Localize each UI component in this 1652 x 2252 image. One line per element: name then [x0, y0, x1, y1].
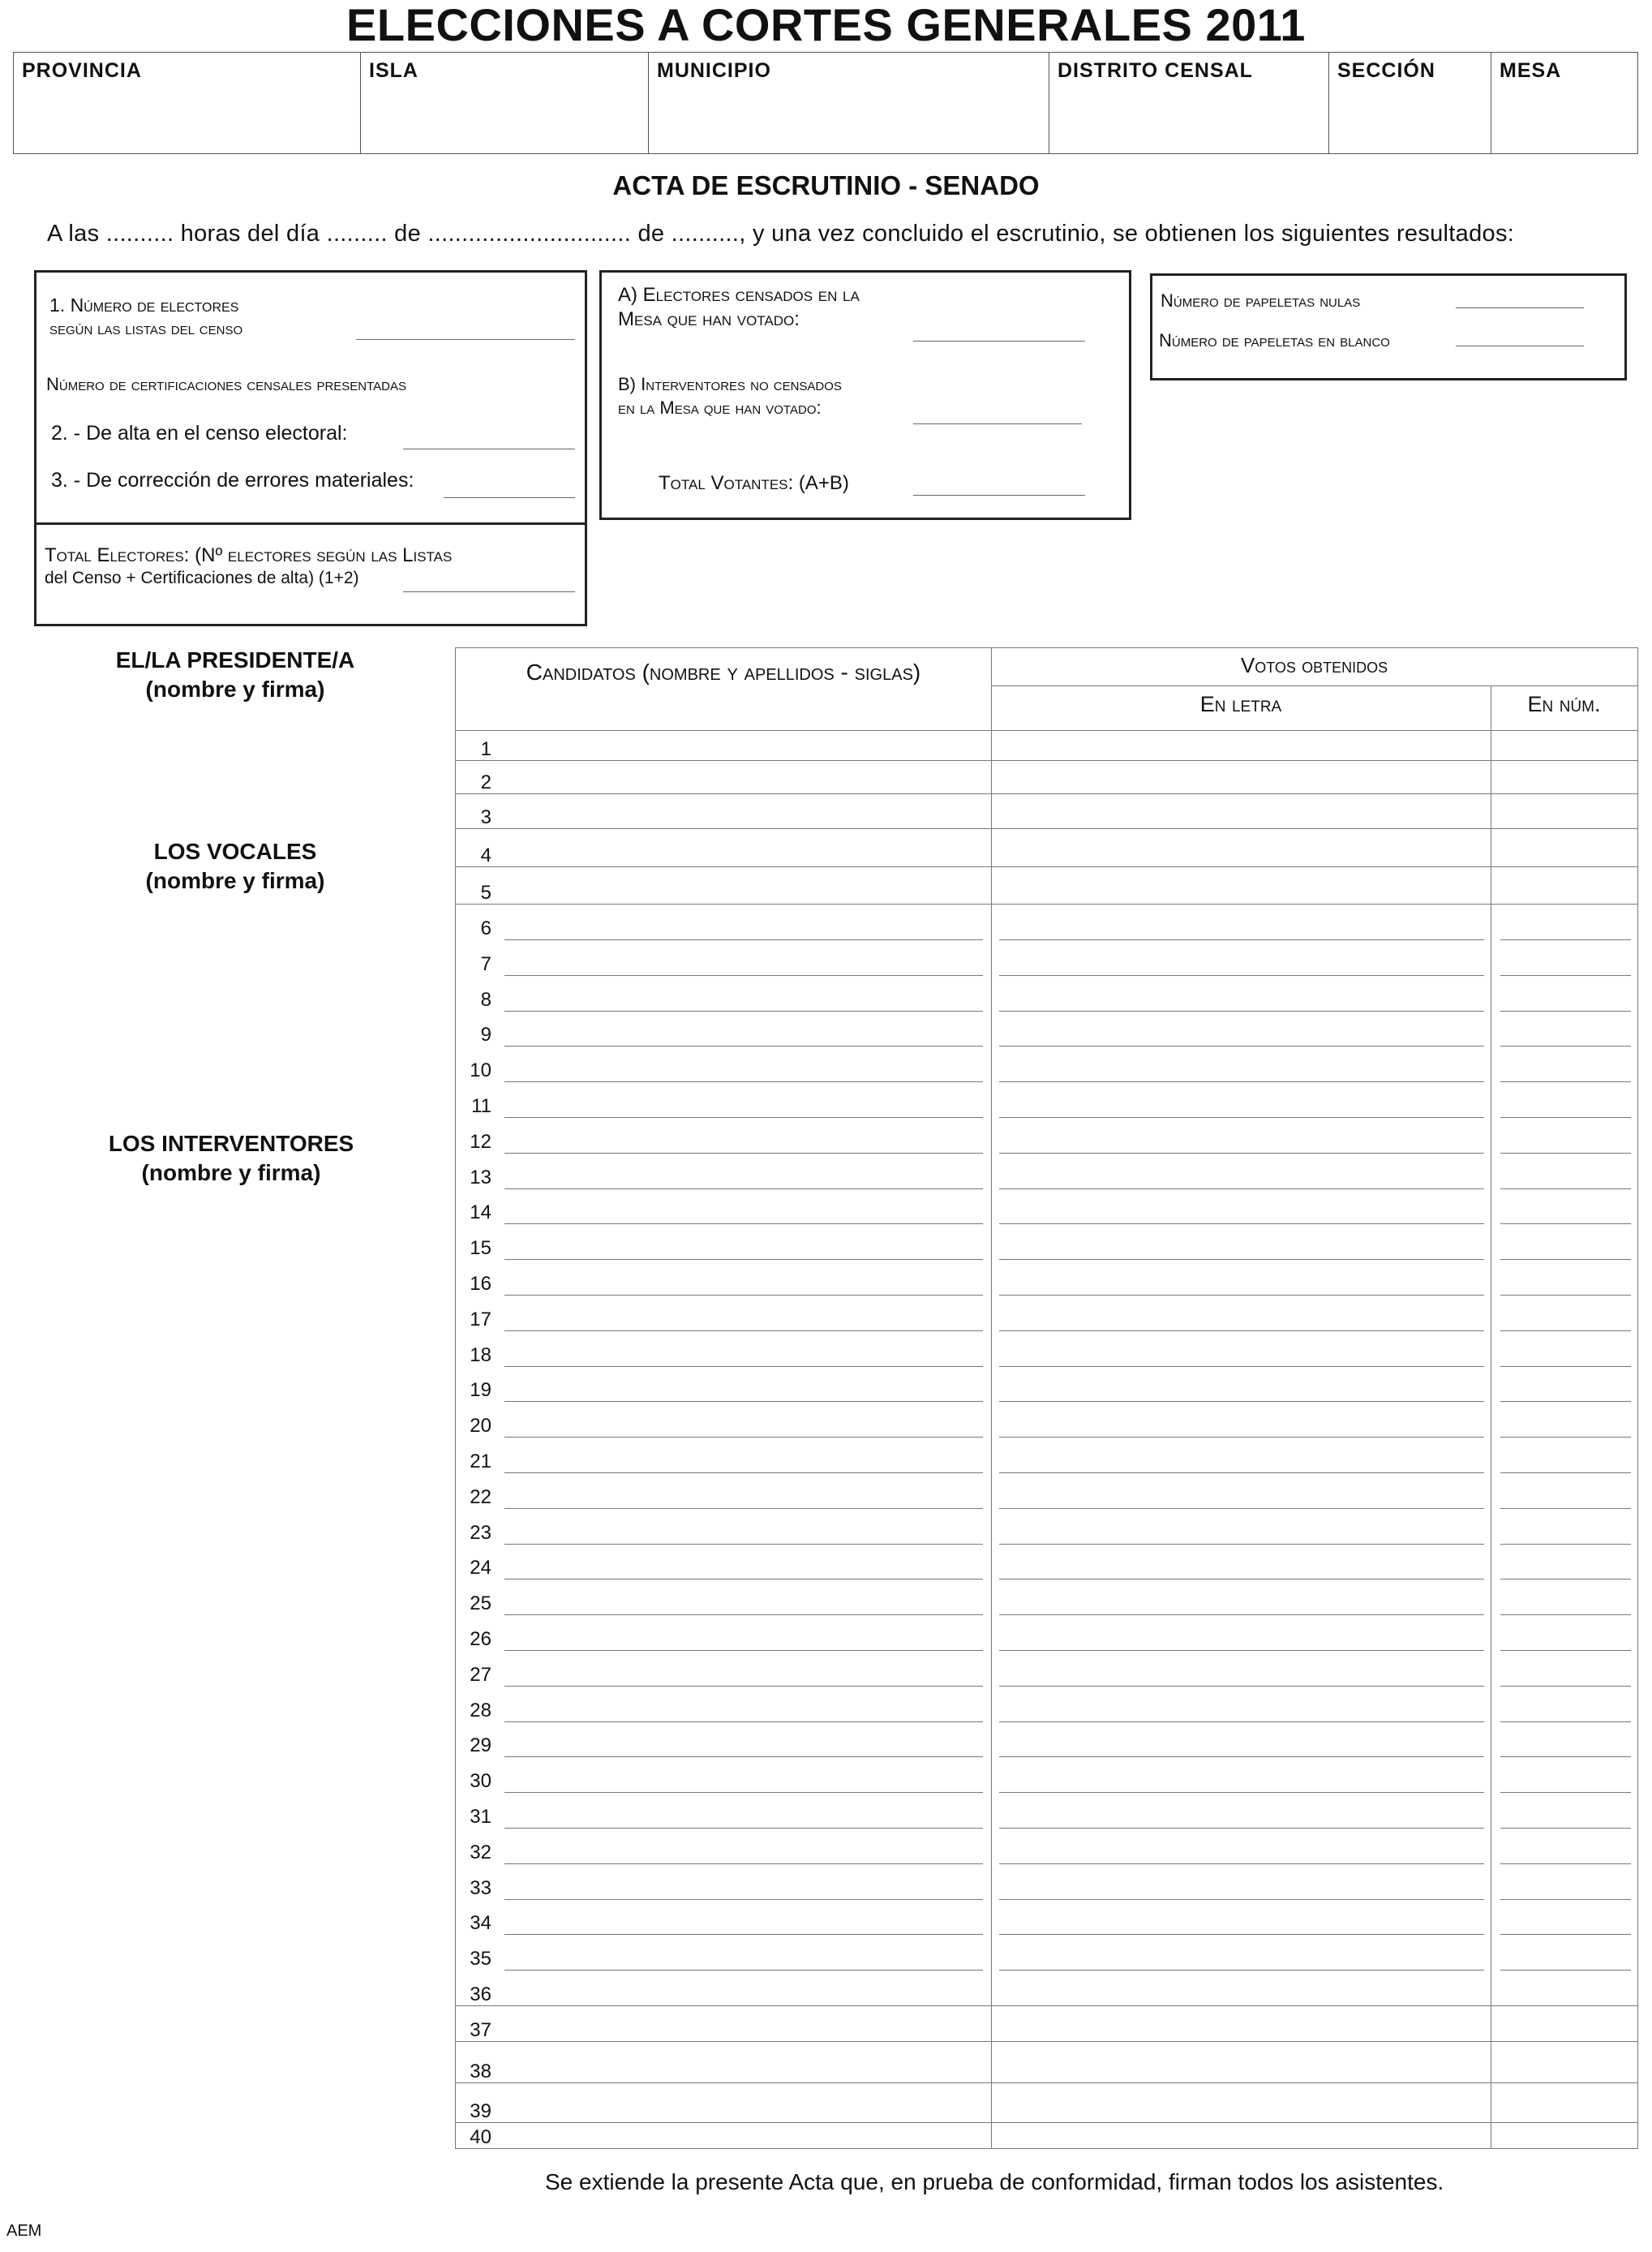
- row-number: 27: [470, 1663, 491, 1686]
- presidente-label: EL/LA PRESIDENTE/A: [115, 647, 355, 673]
- document-title: ELECCIONES A CORTES GENERALES 2011: [346, 0, 1306, 50]
- row-number: 32: [470, 1841, 491, 1863]
- intro-text: A las .......... horas del día ......... de .............................. de .........., y una vez concluido el escrutinio, se obtienen los siguientes resultados:: [47, 221, 1515, 247]
- papeletas-nulas-input-line[interactable]: [1456, 307, 1584, 308]
- total-electores-line2: del Censo + Certificaciones de alta) (1+2): [45, 569, 359, 587]
- table-row[interactable]: [456, 1046, 1637, 1082]
- acta-subtitle: ACTA DE ESCRUTINIO - SENADO: [612, 170, 1040, 200]
- row-number: 36: [470, 1983, 491, 2005]
- col-votos-text: Votos obtenidos: [1240, 653, 1388, 677]
- form-code: AEM: [6, 2222, 42, 2240]
- table-row[interactable]: [456, 1367, 1637, 1403]
- col-letra-header: [991, 692, 1491, 717]
- row-number: 23: [470, 1521, 491, 1544]
- table-row[interactable]: [456, 1118, 1637, 1154]
- table-row[interactable]: [456, 1438, 1637, 1473]
- vocales-sublabel: (nombre y firma): [145, 868, 325, 893]
- item1-label-line1: 1. Número de electores: [49, 294, 239, 316]
- interventores-sublabel: (nombre y firma): [141, 1160, 321, 1185]
- row-number: 38: [470, 2061, 491, 2082]
- row-number: 33: [470, 1876, 491, 1899]
- row-number: 29: [470, 1734, 491, 1757]
- field-label: SECCIÓN: [1337, 59, 1435, 82]
- interventores-label: LOS INTERVENTORES: [108, 1131, 354, 1156]
- table-row[interactable]: [456, 867, 1637, 905]
- table-row[interactable]: [456, 1864, 1637, 1900]
- row-number: 12: [470, 1130, 491, 1153]
- row-number: 20: [470, 1415, 491, 1438]
- col-num-header: [1491, 692, 1637, 717]
- table-row[interactable]: [456, 761, 1637, 794]
- col-num-text: En núm.: [1527, 692, 1601, 716]
- table-row[interactable]: [456, 2006, 1637, 2042]
- table-row[interactable]: [456, 1402, 1637, 1438]
- field-provincia[interactable]: [14, 53, 360, 153]
- table-row[interactable]: [456, 905, 1637, 940]
- col-votos-header: [991, 653, 1637, 678]
- table-row[interactable]: [456, 1545, 1637, 1580]
- row-number: 4: [480, 844, 491, 866]
- row-number: 21: [470, 1450, 491, 1472]
- votantes-a-line2: Mesa que han votado:: [618, 308, 800, 330]
- table-row[interactable]: [456, 2083, 1637, 2123]
- row-number: 16: [470, 1272, 491, 1295]
- table-row[interactable]: [456, 1154, 1637, 1189]
- presidente-signature[interactable]: [8, 646, 462, 704]
- header-divider: [991, 685, 1637, 686]
- row-number: 40: [470, 2126, 491, 2148]
- item2-label: 2. - De alta en el censo electoral:: [51, 422, 348, 445]
- total-electores-text: Total Electores: (Nº electores según las Listas: [45, 544, 453, 566]
- vocales-signature[interactable]: [8, 837, 462, 896]
- row-number: 7: [480, 952, 491, 975]
- papeletas-box: [1150, 273, 1627, 380]
- row-number: 6: [480, 918, 491, 939]
- row-number: 1: [480, 738, 491, 760]
- item3-label: 3. - De corrección de errores materiales:: [51, 469, 414, 492]
- table-row[interactable]: [456, 1473, 1637, 1509]
- table-row[interactable]: [456, 1509, 1637, 1545]
- field-label: MESA: [1500, 59, 1562, 82]
- candidates-table: [455, 647, 1638, 2149]
- row-number: 3: [480, 806, 491, 828]
- field-distrito-censal[interactable]: [1049, 53, 1328, 153]
- field-label: DISTRITO CENSAL: [1058, 59, 1253, 82]
- votantes-a-line1: A) Electores censados en la: [618, 284, 860, 306]
- table-row[interactable]: [456, 794, 1637, 829]
- field-mesa[interactable]: [1491, 53, 1639, 153]
- row-number: 22: [470, 1485, 491, 1508]
- vocales-label: LOS VOCALES: [153, 839, 317, 864]
- table-row[interactable]: [456, 1615, 1637, 1651]
- table-row[interactable]: [456, 2042, 1637, 2083]
- row-number: 10: [470, 1059, 491, 1082]
- table-row[interactable]: [456, 1722, 1637, 1758]
- item3-input-line[interactable]: [444, 497, 575, 498]
- table-row[interactable]: [456, 1793, 1637, 1829]
- table-row[interactable]: [456, 1935, 1637, 1970]
- field-label: MUNICIPIO: [657, 59, 771, 82]
- table-row[interactable]: [456, 730, 1637, 761]
- row-number: 17: [470, 1308, 491, 1330]
- table-row[interactable]: [456, 1082, 1637, 1118]
- row-number: 34: [470, 1912, 491, 1935]
- table-row[interactable]: [456, 976, 1637, 1012]
- table-row[interactable]: [456, 1224, 1637, 1260]
- votantes-box: [599, 270, 1131, 520]
- certificaciones-label: Número de certificaciones censales presentadas: [46, 374, 407, 394]
- row-number: 8: [480, 988, 491, 1011]
- table-row[interactable]: [456, 1296, 1637, 1331]
- row-number: 13: [470, 1166, 491, 1188]
- col-candidatos-header: [456, 660, 991, 685]
- row-number: 26: [470, 1627, 491, 1650]
- table-row[interactable]: [456, 1900, 1637, 1936]
- row-number: 5: [480, 882, 491, 904]
- field-label: ISLA: [369, 59, 418, 82]
- item1-input-line[interactable]: [356, 339, 575, 340]
- table-row[interactable]: [456, 1331, 1637, 1367]
- row-number: 14: [470, 1201, 491, 1224]
- row-number: 28: [470, 1699, 491, 1721]
- votantes-b-input-line[interactable]: [913, 423, 1082, 424]
- row-number: 31: [470, 1805, 491, 1828]
- table-row[interactable]: [456, 1651, 1637, 1687]
- table-row[interactable]: [456, 2123, 1637, 2149]
- field-seccion[interactable]: [1328, 53, 1491, 153]
- table-row[interactable]: [456, 940, 1637, 976]
- col-letra-text: En letra: [1199, 692, 1282, 716]
- table-row[interactable]: [456, 1757, 1637, 1793]
- total-electores-box: [34, 522, 587, 626]
- table-row[interactable]: [456, 1579, 1637, 1615]
- row-number: 24: [470, 1557, 491, 1579]
- electores-box: [34, 270, 587, 525]
- field-label: PROVINCIA: [22, 59, 142, 82]
- row-number: 37: [470, 2019, 491, 2041]
- papeletas-nulas-label: Número de papeletas nulas: [1161, 290, 1361, 311]
- header-fields-table: [13, 52, 1638, 154]
- field-municipio[interactable]: [648, 53, 1049, 153]
- table-row[interactable]: [456, 829, 1637, 867]
- table-row[interactable]: [456, 1970, 1637, 2006]
- table-row[interactable]: [456, 1829, 1637, 1864]
- table-row[interactable]: [456, 1189, 1637, 1225]
- votantes-b-line1: B) Interventores no censados: [618, 374, 842, 394]
- row-number: 19: [470, 1379, 491, 1402]
- row-number: 39: [470, 2100, 491, 2122]
- row-number: 30: [470, 1770, 491, 1793]
- table-row[interactable]: [456, 1260, 1637, 1296]
- total-electores-line1: [45, 544, 452, 567]
- item1-label-line2: según las listas del censo: [49, 320, 243, 338]
- footer-text: Se extiende la presente Acta que, en prueba de conformidad, firman todos los asistentes.: [545, 2169, 1444, 2194]
- presidente-sublabel: (nombre y firma): [145, 677, 325, 702]
- row-number: 9: [480, 1024, 491, 1046]
- row-number: 25: [470, 1592, 491, 1615]
- interventores-signature[interactable]: [4, 1129, 458, 1188]
- total-votantes-input-line[interactable]: [913, 495, 1085, 496]
- field-isla[interactable]: [360, 53, 648, 153]
- row-number: 11: [471, 1094, 491, 1117]
- total-electores-input-line[interactable]: [403, 591, 575, 592]
- table-row[interactable]: [456, 1012, 1637, 1047]
- total-votantes-label: Total Votantes: (A+B): [659, 472, 849, 494]
- row-number: 35: [470, 1948, 491, 1970]
- votantes-a-input-line[interactable]: [913, 341, 1085, 342]
- row-number: 18: [470, 1343, 491, 1366]
- table-row[interactable]: [456, 1687, 1637, 1722]
- votantes-b-line2: en la Mesa que han votado:: [618, 398, 822, 418]
- row-number: 2: [480, 771, 491, 793]
- row-number: 15: [470, 1237, 491, 1260]
- col-candidatos-text: Candidatos (nombre y apellidos - siglas): [526, 660, 921, 685]
- papeletas-blanco-label: Número de papeletas en blanco: [1159, 330, 1390, 350]
